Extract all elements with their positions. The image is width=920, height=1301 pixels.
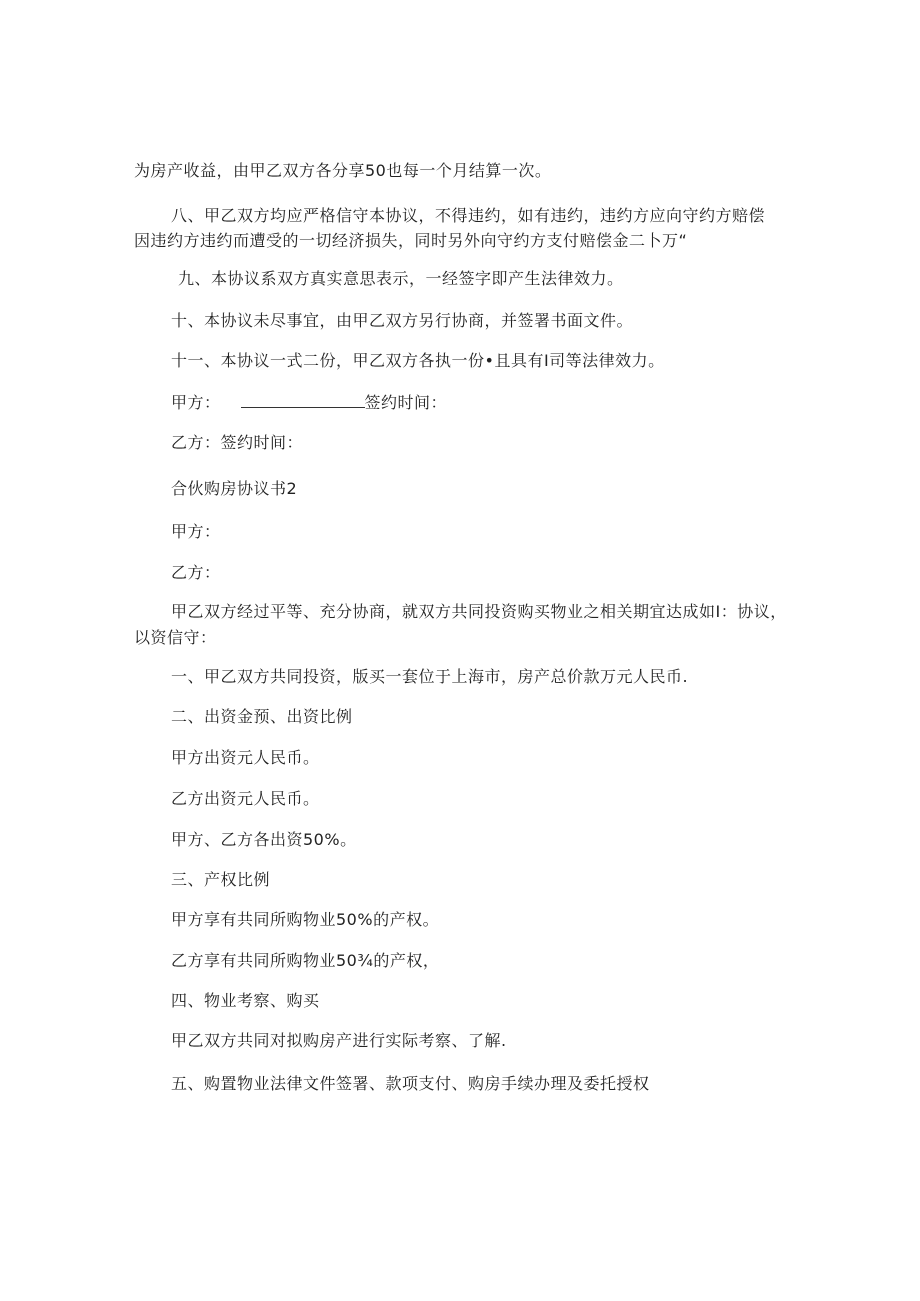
party-a-ownership: 甲方享有共同所购物业50%的产权。 (171, 910, 440, 929)
text-line: 为房产收益，由甲乙双方各分享50也每一个月结算一次。 (134, 161, 552, 180)
sign-date-label: 签约时间： (364, 393, 448, 412)
clause-4-heading: 四、物业考察、购买 (171, 991, 320, 1010)
clause-11: 十一、本协议一式二份，甲乙双方各执一份•且具有I司等法律效力。 (171, 351, 665, 370)
clause-8-line-2: 因违约方违约而遭受的一切经济损失，同时另外向守约方支付赔偿金二卜万“ (134, 231, 688, 250)
clause-9: 九、本协议系双方真实意思表示，一经签字即产生法律效力。 (178, 269, 624, 288)
preamble-line-1: 甲乙双方经过平等、充分协商，就双方共同投资购买物业之相关期宜达成如I：协议， (171, 602, 787, 621)
party-a-label: 甲方： (171, 393, 221, 412)
clause-1: 一、甲乙双方共同投资，版买一套位于上海市，房产总价款万元人民币. (171, 667, 689, 686)
party-b-investment: 乙方出资元人民币。 (171, 789, 320, 808)
party-b-ownership: 乙方享有共同所购物业50¾的产权， (171, 951, 440, 970)
inspection-text: 甲乙双方共同对拟购房产进行实际考察、了解. (171, 1031, 507, 1050)
preamble-line-2: 以资信守： (134, 628, 217, 647)
clause-2-heading: 二、出资金预、出资比例 (171, 707, 353, 726)
clause-5-heading: 五、购置物业法律文件签署、款项支付、购房手续办理及委托授权 (171, 1074, 650, 1093)
clause-8-line-1: 八、甲乙双方均应严格信守本协议，不得违约，如有违约，违约方应向守约方赔偿 (171, 206, 766, 225)
clause-3-heading: 三、产权比例 (171, 870, 271, 889)
party-a-investment: 甲方出资元人民币。 (171, 748, 320, 767)
party-a-signature-line (171, 392, 447, 414)
signature-blank (241, 393, 365, 408)
party-a-label: 甲方： (171, 522, 221, 541)
investment-ratio: 甲方、乙方各出资50%。 (171, 830, 357, 849)
clause-10: 十、本协议未尽事宜，由甲乙双方另行协商，并签署书面文件。 (171, 311, 634, 330)
document-title: 合伙购房协议书2 (171, 479, 298, 498)
party-b-signature-line: 乙方：签约时间： (171, 433, 304, 452)
party-b-label: 乙方： (171, 563, 221, 582)
